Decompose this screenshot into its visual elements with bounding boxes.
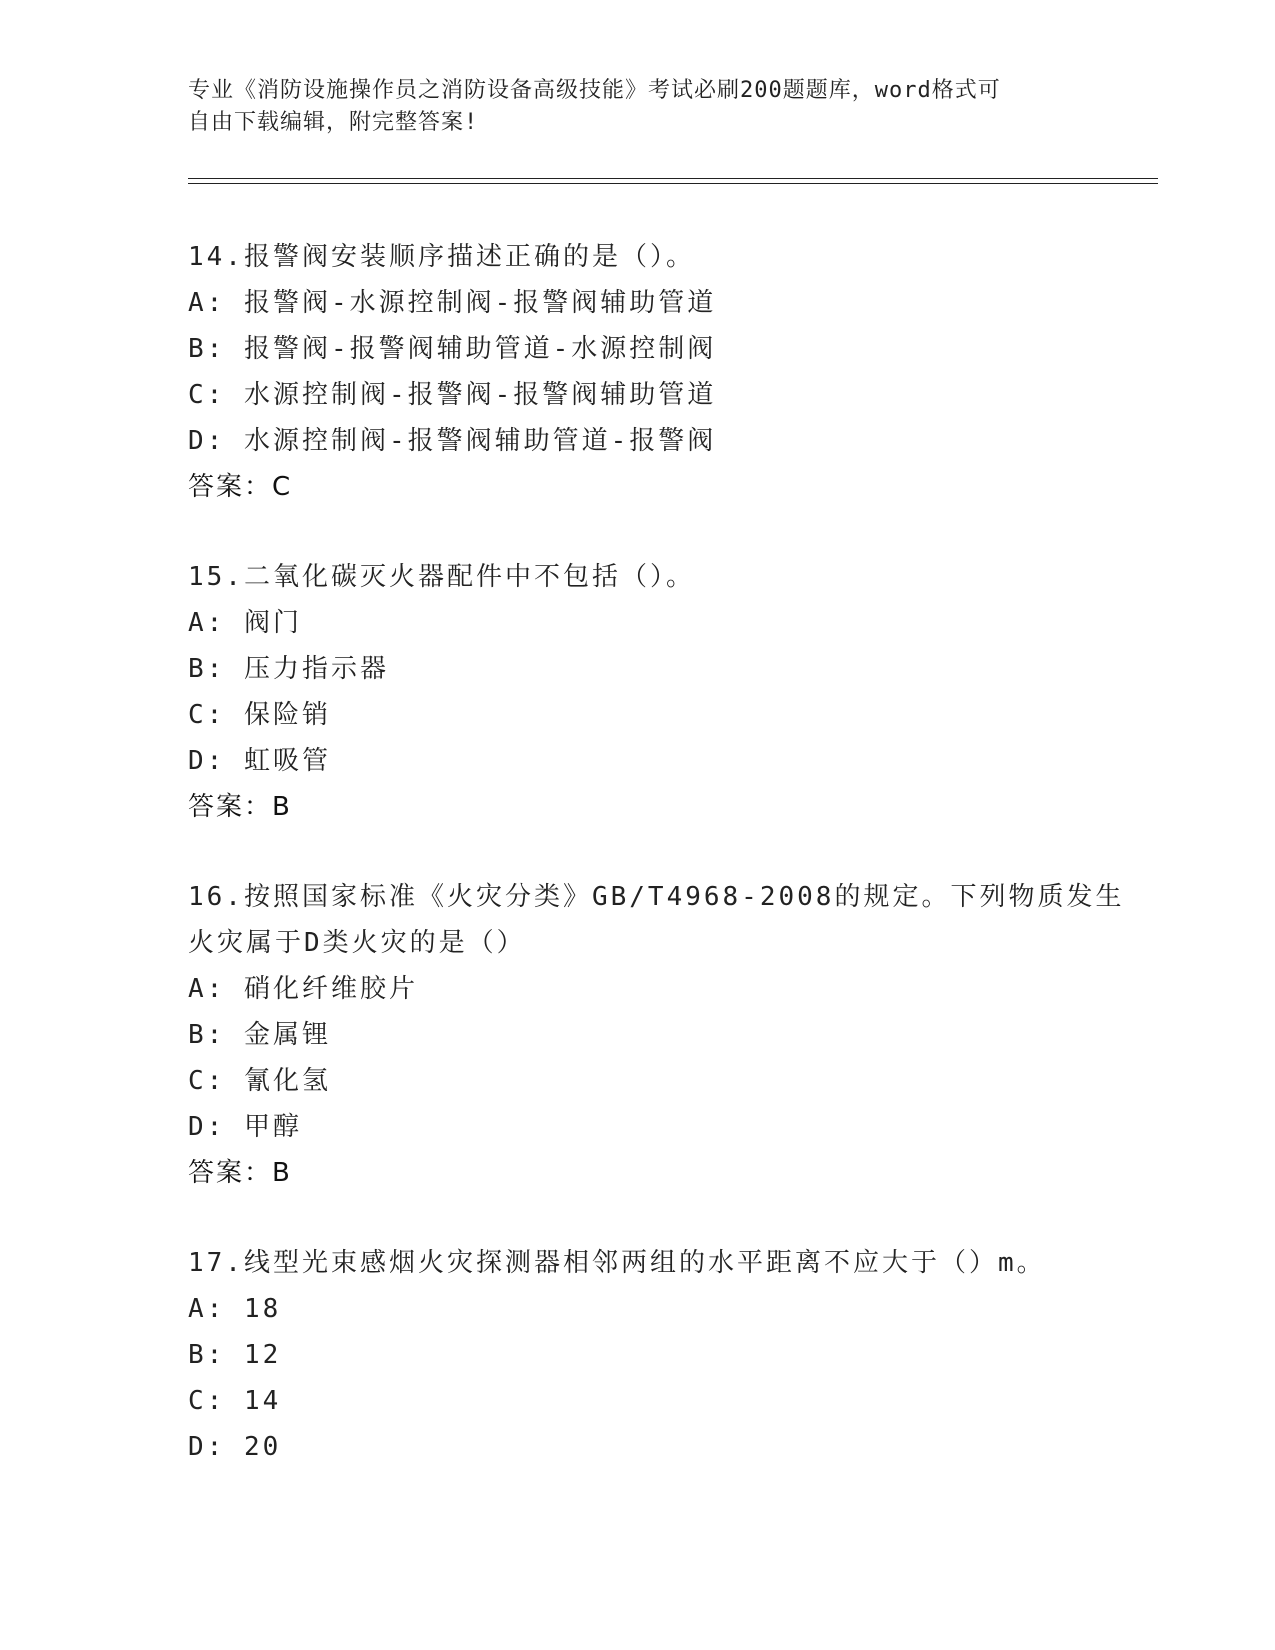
header-divider-top xyxy=(188,178,1158,179)
option-d: D: 水源控制阀-报警阀辅助管道-报警阀 xyxy=(188,426,717,456)
option-a: A: 阀门 xyxy=(188,608,302,638)
question-stem-continued: 火灾属于D类火灾的是（） xyxy=(188,928,526,958)
answer-line: 答案：B xyxy=(188,1158,292,1188)
question-stem: 15.二氧化碳灭火器配件中不包括（）。 xyxy=(188,562,695,592)
option-d: D: 甲醇 xyxy=(188,1112,302,1142)
option-c: C: 氰化氢 xyxy=(188,1066,331,1096)
option-c: C: 14 xyxy=(188,1386,282,1416)
option-b: B: 报警阀-报警阀辅助管道-水源控制阀 xyxy=(188,334,717,364)
option-b: B: 12 xyxy=(188,1340,282,1370)
option-d: D: 虹吸管 xyxy=(188,746,331,776)
header-line-1: 专业《消防设施操作员之消防设备高级技能》考试必刷200题题库，word格式可 xyxy=(188,78,1001,103)
question-stem: 16.按照国家标准《火灾分类》GB/T4968-2008的规定。下列物质发生 xyxy=(188,882,1125,912)
question-block xyxy=(188,554,1088,830)
question-block xyxy=(188,1240,1088,1470)
option-c: C: 保险销 xyxy=(188,700,331,730)
option-b: B: 压力指示器 xyxy=(188,654,389,684)
answer-line: 答案：B xyxy=(188,792,292,822)
option-a: A: 报警阀-水源控制阀-报警阀辅助管道 xyxy=(188,288,717,318)
option-a: A: 硝化纤维胶片 xyxy=(188,974,418,1004)
option-d: D: 20 xyxy=(188,1432,282,1462)
option-a: A: 18 xyxy=(188,1294,282,1324)
header-line-2: 自由下载编辑，附完整答案! xyxy=(188,110,479,135)
option-c: C: 水源控制阀-报警阀-报警阀辅助管道 xyxy=(188,380,717,410)
question-stem: 17.线型光束感烟火灾探测器相邻两组的水平距离不应大于（）m。 xyxy=(188,1248,1046,1278)
question-block xyxy=(188,874,1125,1196)
document-header xyxy=(188,75,1088,139)
question-stem: 14.报警阀安装顺序描述正确的是（）。 xyxy=(188,242,695,272)
option-b: B: 金属锂 xyxy=(188,1020,331,1050)
header-divider-bottom xyxy=(188,183,1158,184)
answer-line: 答案：C xyxy=(188,472,293,502)
question-block xyxy=(188,234,1088,510)
